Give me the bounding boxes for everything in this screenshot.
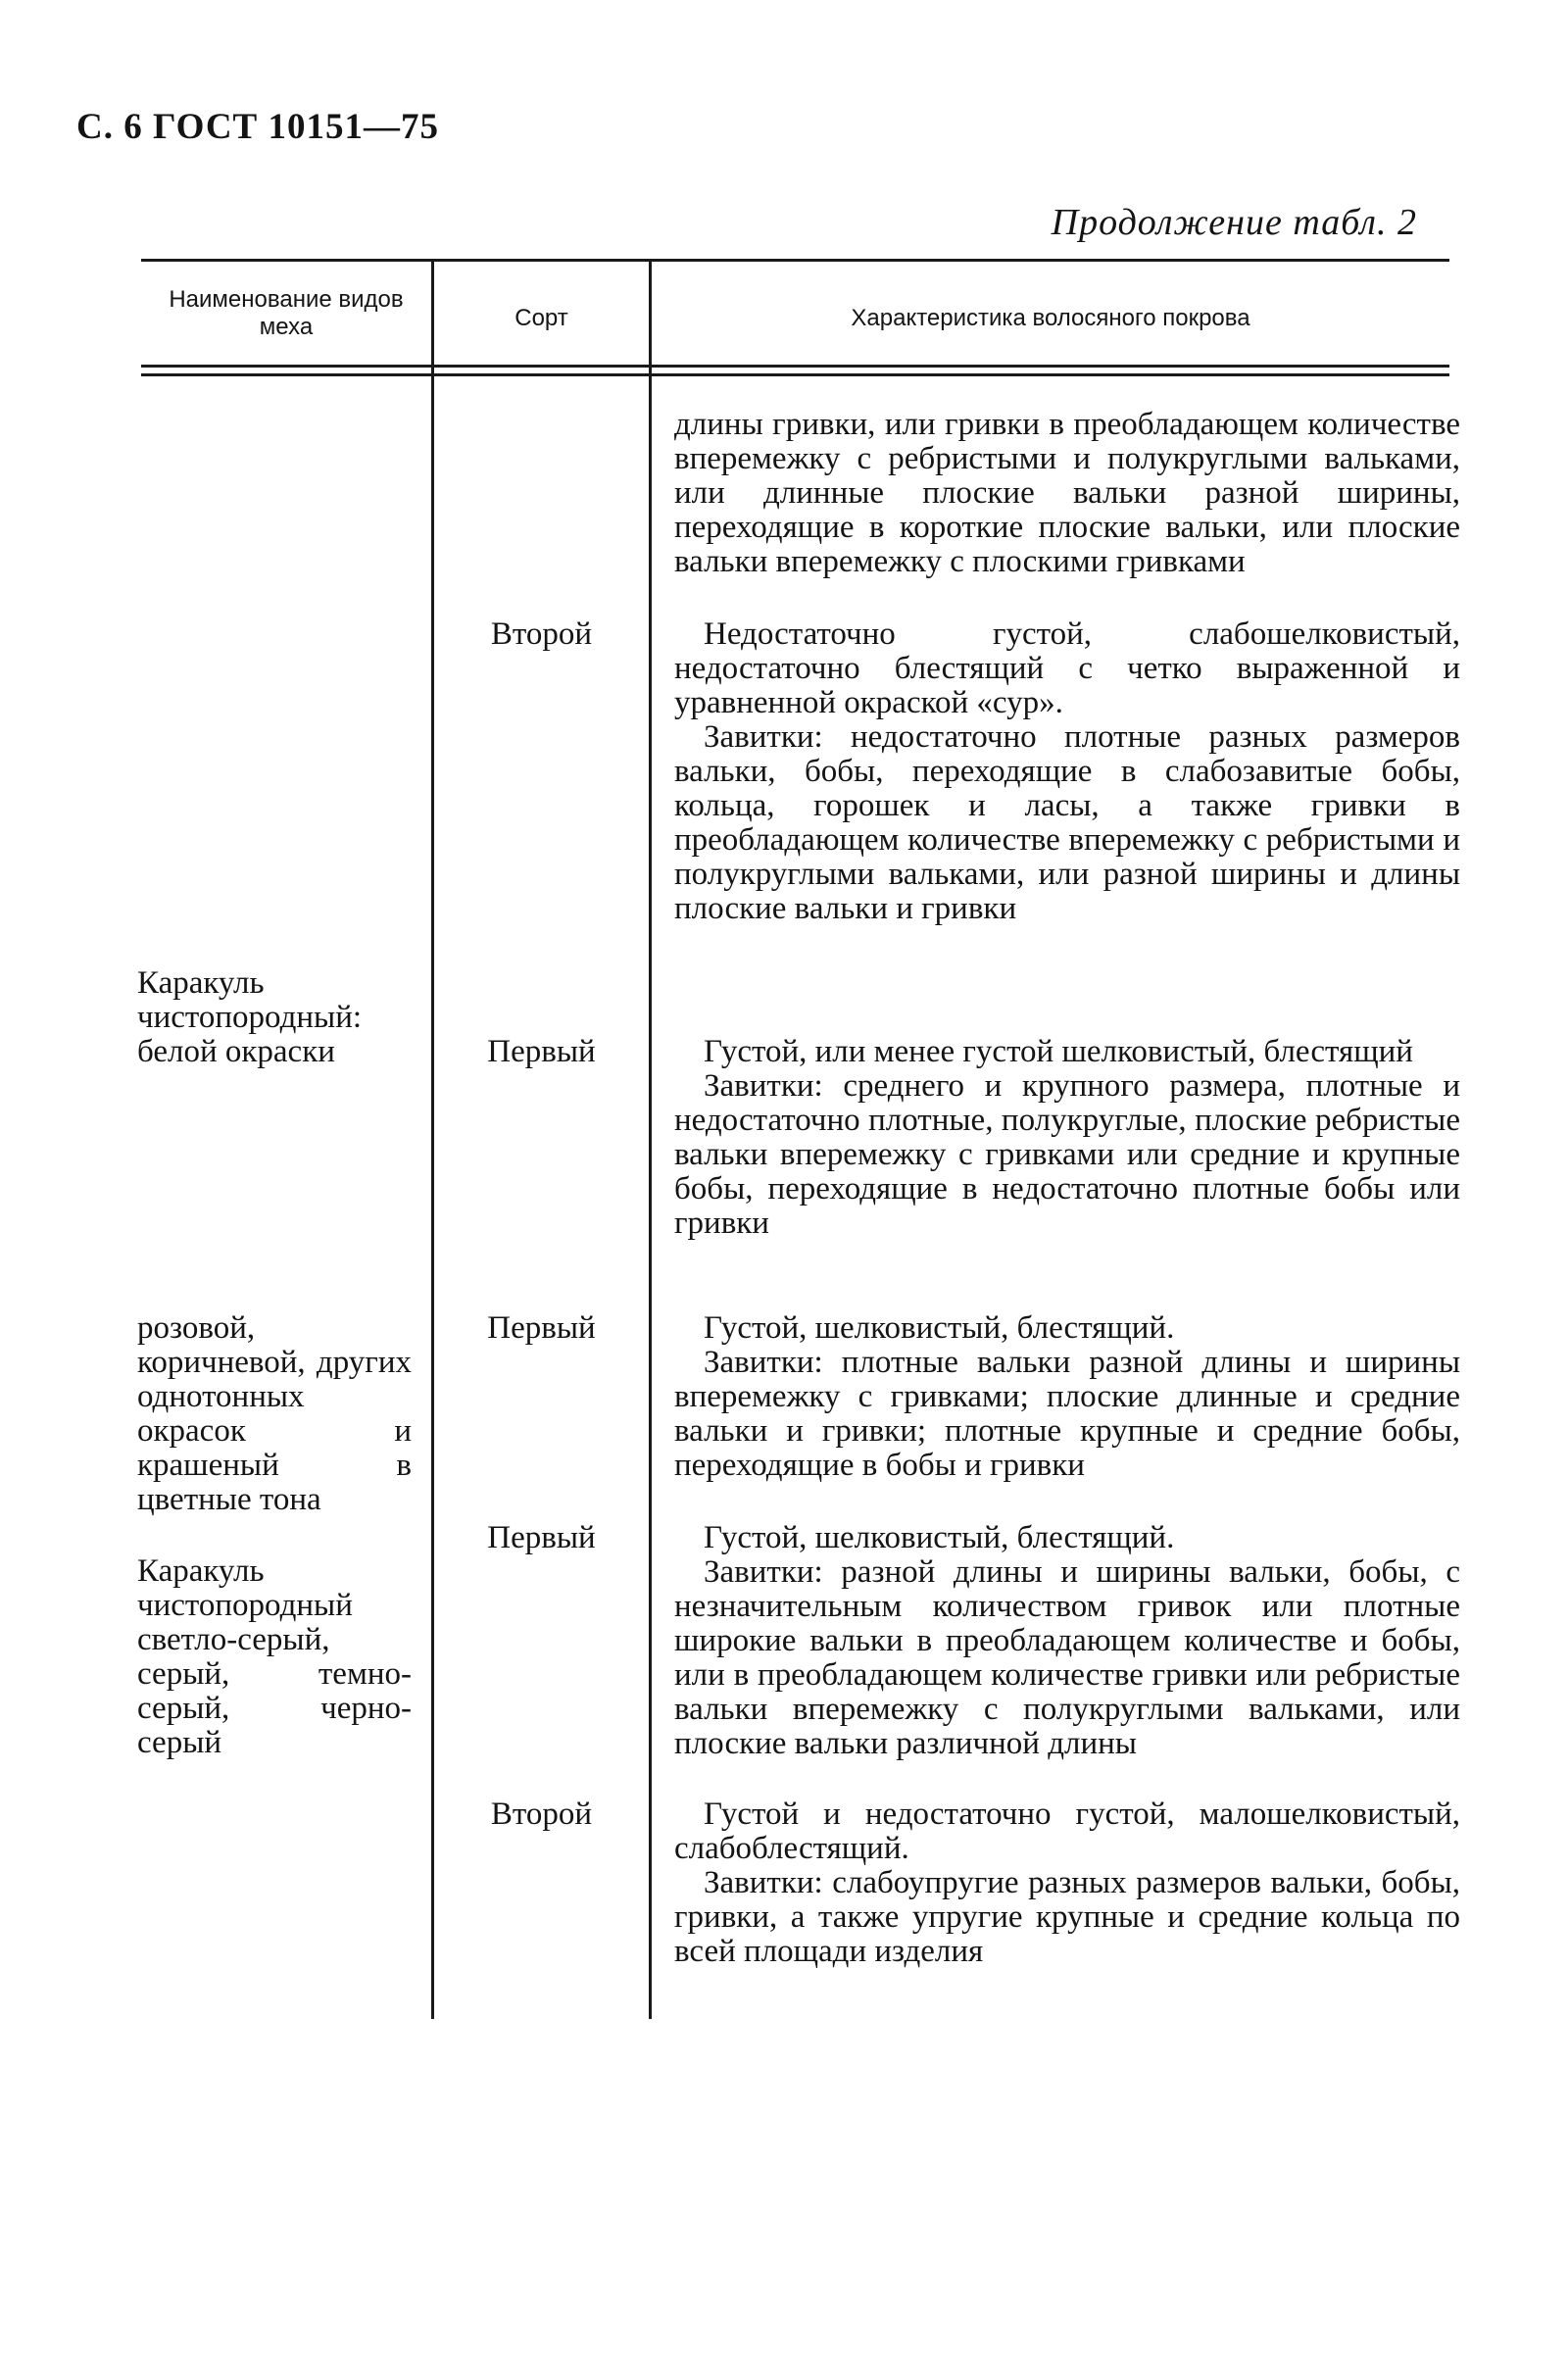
characteristic-paragraph: Завитки: недостаточно плотные разных размеров вальки, бобы, переходящие в слабозавитые бобы, кольца, горошек и ласы, а также гривки в преобладающем количестве вперемежку с ребристыми и полукруглыми вальками, или разной ширины и длины плоские вальки и гривки	[674, 719, 1460, 926]
characteristic-paragraph: Завитки: среднего и крупного размера, плотные и недостаточно плотные, полукруглые, плоские ребристые вальки вперемежку с гривками или средние и крупные бобы, переходящие в недостаточно плотные бобы или гривки	[674, 1068, 1460, 1241]
table-row-5-characteristic	[674, 1797, 1460, 1969]
table-row-4-sort: Первый	[487, 1520, 596, 1555]
table-continuation-label: Продолжение табл. 2	[1051, 202, 1417, 243]
table-top-rule	[141, 259, 1449, 262]
table-row-2-characteristic	[674, 1035, 1460, 1241]
header-bottom-rule	[141, 365, 1449, 368]
table-row-2-sort: Первый	[487, 1034, 596, 1069]
page-header: С. 6 ГОСТ 10151—75	[76, 107, 439, 147]
table-row-4-name: Каракуль чистопородный светло-серый, серый, темно-серый, черно-серый	[137, 1553, 412, 1760]
column-divider-1	[431, 259, 434, 2019]
table-row-3-sort: Первый	[487, 1310, 596, 1346]
table-row-1-characteristic	[674, 617, 1460, 926]
column-header-sort: Сорт	[514, 305, 568, 331]
table-row-1-sort: Второй	[490, 616, 593, 652]
column-divider-2	[649, 259, 652, 2019]
characteristic-paragraph: Густой и недостаточно густой, малошелковистый, слабоблестящий.	[674, 1797, 1460, 1866]
characteristic-paragraph: Завитки: слабоупругие разных размеров вальки, бобы, гривки, а также упругие крупные и средние кольца по всей площади изделия	[674, 1865, 1460, 1969]
characteristic-paragraph: Густой, шелковистый, блестящий.	[704, 1520, 1175, 1555]
table-row-3-characteristic	[674, 1311, 1460, 1483]
table-row-5-sort: Второй	[490, 1797, 593, 1832]
fur-type-name: Каракуль чистопородный:	[137, 965, 363, 1035]
characteristic-paragraph: длины гривки, или гривки в преобладающем количестве вперемежку с ребристыми и полукруглыми вальками, или длинные плоские вальки разной ширины, переходящие в короткие плоские вальки, или плоские вальки вперемежку с плоскими гривками	[674, 407, 1460, 579]
characteristic-paragraph: Завитки: плотные вальки разной длины и ширины вперемежку с гривками; плоские длинные и средние вальки и гривки; плотные крупные и средние бобы, переходящие в бобы и гривки	[674, 1345, 1460, 1483]
fur-color-name: белой окраски	[137, 1034, 335, 1069]
characteristic-paragraph: Недостаточно густой, слабошелковистый, недостаточно блестящий с четко выраженной и уравненной окраской «сур».	[674, 616, 1460, 720]
characteristic-paragraph: Густой, или менее густой шелковистый, блестящий	[704, 1034, 1413, 1069]
table-row-2-name	[137, 966, 412, 1069]
column-header-name: Наименование видов меха	[169, 286, 404, 340]
characteristic-paragraph: Густой, шелковистый, блестящий.	[704, 1310, 1175, 1346]
table-row-3-name: розовой, коричневой, других однотонных окрасок и крашеный в цветные тона	[137, 1310, 412, 1517]
table-row-4-characteristic	[674, 1521, 1460, 1761]
characteristic-paragraph: Завитки: разной длины и ширины вальки, бобы, с незначительным количеством гривок или плотные широкие вальки в преобладающем количестве и бобы, или в преобладающем количестве гривки или ребристые вальки вперемежку с полукруглыми вальками, или плоские вальки различной длины	[674, 1554, 1460, 1761]
table-row-0-characteristic	[674, 408, 1460, 579]
column-header-characteristic: Характеристика волосяного покрова	[851, 305, 1250, 331]
header-bottom-rule-double	[141, 373, 1449, 376]
